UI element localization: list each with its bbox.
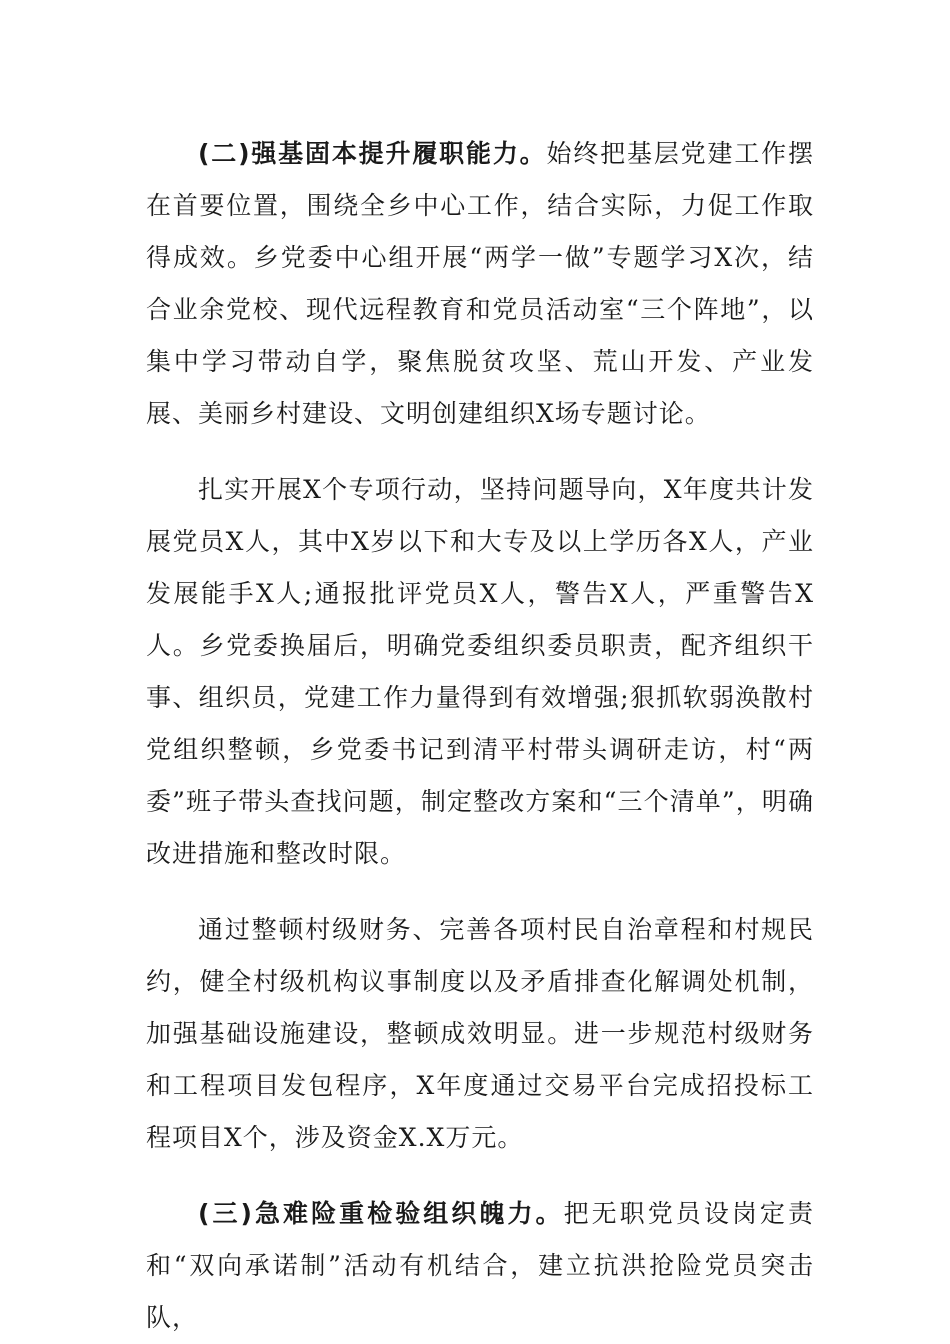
paragraph-section-2 bbox=[146, 128, 814, 440]
paragraph-section-3 bbox=[146, 1188, 814, 1344]
paragraph-text: 把无职党员设岗定责和“双向承诺制”活动有机结合，建立抗洪抢险党员突击队， bbox=[146, 1199, 814, 1332]
paragraph-text: 始终把基层党建工作摆在首要位置，围绕全乡中心工作，结合实际，力促工作取得成效。乡党委中心组开展“两学一做”专题学习X次，结合业余党校、现代远程教育和党员活动室“三个阵地”，以集中学习带动自学，聚焦脱贫攻坚、荒山开发、产业发展、美丽乡村建设、文明创建组织X场专题讨论。 bbox=[146, 139, 814, 428]
paragraph-special-actions bbox=[146, 464, 814, 880]
paragraph-text: 扎实开展X个专项行动，坚持问题导向，X年度共计发展党员X人，其中X岁以下和大专及以上学历各X人，产业发展能手X人;通报批评党员X人，警告X人，严重警告X人。乡党委换届后，明确党委组织委员职责，配齐组织干事、组织员，党建工作力量得到有效增强;狠抓软弱涣散村党组织整顿，乡党委书记到清平村带头调研走访，村“两委”班子带头查找问题，制定整改方案和“三个清单”，明确改进措施和整改时限。 bbox=[146, 475, 814, 868]
section-heading: (三)急难险重检验组织魄力。 bbox=[198, 1199, 564, 1228]
paragraph-rectification bbox=[146, 904, 814, 1164]
document-body bbox=[146, 128, 814, 1344]
paragraph-text: 通过整顿村级财务、完善各项村民自治章程和村规民约，健全村级机构议事制度以及矛盾排查化解调处机制，加强基础设施建设，整顿成效明显。进一步规范村级财务和工程项目发包程序，X年度通过交易平台完成招投标工程项目X个，涉及资金X.X万元。 bbox=[146, 915, 814, 1152]
section-heading: (二)强基固本提升履职能力。 bbox=[198, 139, 547, 168]
